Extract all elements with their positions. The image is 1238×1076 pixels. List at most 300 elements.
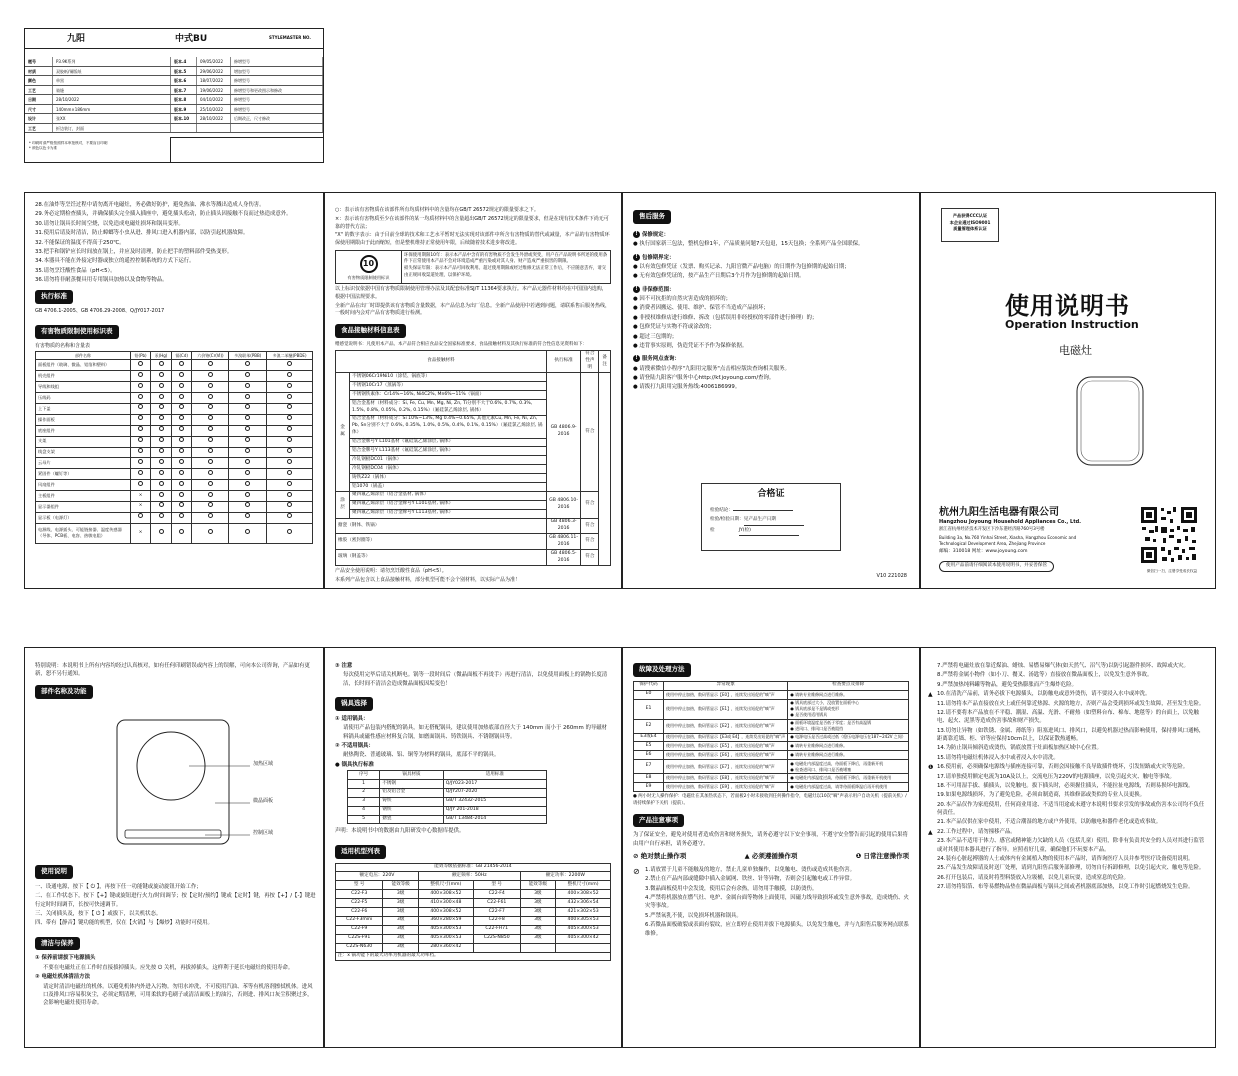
circle-icon (179, 492, 184, 497)
haz-part: 主板组件 (36, 491, 131, 502)
safety-item: 19.如果电源线损坏，为了避免危险，必须由制造商，其维修部或类似的专业人员更换。 (937, 792, 1146, 799)
info-icon: ! (633, 254, 640, 261)
usage-item: 一、设通电源，按下【 ⏻ 】，再按下任一功能键或旋动旋钮开始工作； (35, 883, 202, 890)
page-safety-1 (24, 192, 324, 589)
company-name-en: Hangzhou Joyoung Household Appliances Co., Ltd. (939, 519, 1082, 525)
circle-icon (179, 394, 184, 399)
safety-item: 6.若微晶面板破裂或表面有裂纹，应立即停止使用并拔下电源插头，以免发生触电，并与九阳售后服务网点联系维修。 (645, 922, 909, 937)
circle-icon (179, 448, 184, 453)
parts-heading: 部件名称及功能 (35, 685, 93, 699)
spec-cell (231, 124, 323, 133)
circle-icon (208, 437, 213, 442)
circle-icon (287, 492, 292, 497)
circle-icon (159, 492, 164, 497)
safety-item: 34.本器具不能在外接定时器或独立的遥控控制系统的方式下运行。 (35, 258, 195, 265)
safety-item: 28.在油炸等烹饪过程中请勿离开电磁灶，务必做好防护，避免热油、沸水等溅出造成人身伤害。 (35, 202, 265, 208)
safety-list (645, 866, 909, 939)
safety-item: ❶ 16.使用前，必须确保电源线与插座连接可靠，否则会因接触不良导致插件烧坏，引发短路或火灾等危险。 (928, 764, 1189, 772)
circle-icon (208, 383, 213, 388)
safety-item: 14.为防止锅具倾斜造成烫伤，锅底放置于灶面板加热区域中心位置。 (937, 745, 1102, 752)
page-cookware: ③ 注意 每次使用完毕后请关机断电。锅等一段时间后（微晶面板不再烫手）再进行清洁，以免使用面板上的锅物长度清洁，长时间不清洁会造成微晶面板因垢变色！ 锅具选择 ① 适用锅具： 请使用产品包装内搭配的锅具，如无搭配锅具，建议使用加热底部直径大于 140mm 而小于 260mm 的导磁材料锅具或磁性感应材料复合锅，如磨面锅具、铸铁锅具、不锈钢锅具等。 ② 不适用锅具： 耐热陶瓷、普通玻璃、铝、铜等为材料的锅具，底部不平的锅具。 ● 锅具执行标准 序号 锅具材质 适用标准 1 不锈钢 Q/JY023-2017 2 铝及铝合金 Q/JY207-2020 3 铸铁 GB/T 32432-2015 4 钢铁 Q/JY 201-2018 5 搪瓷 GB/T 13484-2014 声明：本说明书中的数据由九阳研发中心数据库提供。 适用机型列表 能效等级依据标准：GB 21456-2014 额定电压：220V 额定频率：50Hz 额定功率：2200W 型 号 能效等级 整机尺寸(mm) 型 号 能效等级 整机尺寸(mm) C22-F3 3级 400×308×52 C22-F4 3级 400×308×52 C22-F5 3级 410×300×48 C22-F61 3级 432×306×54 C22-F6 3级 400×308×52 C22-F7 3级 421×302×53 C22-F3mini 3级 360×280×59 C22-F8 3级 400×305×53 C22-F9 3级 405×300×53 C22-FH71 3级 405×300×53 C22S-F91 3级 405×300×53 C22S-N850 3级 405×300×42 C22S-N630 3级 280×360×42 注：x 锅功能下的最大功率为机器的最大功率档。 (324, 647, 622, 1048)
material-name: 铝合金基材（材料成分：Si 10%~13%, Mg 0.4%~0.65%, 其他元素Cu, Mn, Fe, Ni, Zn, Pb, Sn分别不大于 0.6%, 0.35%, 1.0%, 0.5%, 0.4%, 0.1%, 0.15%）（氟硅氯乙烯涂层, 锅体） (350, 415, 547, 438)
fault-code: E9 (634, 783, 664, 792)
haz-note: 有害物质的名称和含量表 (35, 342, 91, 349)
safety-item: 21.本产品仅供在家中使用，不适合潮湿的地方或户外使用，以防触电和器件老化或造成事故。 (937, 819, 1162, 826)
table-row: E9 使用中停止加热，数码管显示【E9】，连续发出短促的"嘀"声 ● 电磁灶内部温度过高，请等待面板降温后再开机使用 (634, 783, 909, 792)
table-row (36, 393, 313, 404)
safety-item: 35.请勿烹饪酸性食品（pH<5）。 (35, 267, 116, 274)
circle-icon (159, 459, 164, 464)
cross-icon: × (138, 492, 143, 498)
spec-cell: 29/06/2022 (197, 67, 231, 76)
table-row: E1 使用中停止加热，数码管显示【E1】，连续发出短促的"嘀"声 ● 锅具底部过大小，没放置在面板中心 ● 锅具底部是不是锅或变形 ● 是否使用适用锅具 (634, 699, 909, 719)
material-name: 冷轧钢板DC04（锅体） (350, 465, 547, 474)
circle-icon (159, 502, 164, 507)
circle-icon (179, 404, 184, 409)
circle-icon (138, 361, 143, 366)
usage-heading: 使用说明 (35, 865, 73, 879)
table-row: 搪瓷（钢体、铁锅） GB 4806.3-2016 符合 (336, 518, 611, 534)
circle-icon (159, 448, 164, 453)
safety-item: 18.不可用湿手拔、插插头，以免触电。拔下插头时，必须握住插头，不能拉扯电源线，否则易损坏电源线。 (937, 782, 1194, 789)
material-name: 不锈钢10Cr17（蒸锅等） (350, 382, 547, 391)
circle-icon (245, 470, 250, 475)
spec-cell: 140mm×186mm (53, 105, 171, 114)
circle-icon (138, 415, 143, 420)
circle-icon (208, 481, 213, 486)
circle-icon (245, 502, 250, 507)
table-row: 5 搪瓷 GB/T 13484-2014 (348, 815, 547, 824)
circle-icon (179, 415, 184, 420)
spec-row (25, 86, 323, 96)
table-row: E0 使用中停止加热，数码管显示【E0】，连续发出短促的"嘀"声 ● 请转专业维修网点进行维修。 (634, 690, 909, 699)
circle-icon (179, 426, 184, 431)
table-row: 2 铝及铝合金 Q/JY207-2020 (348, 788, 547, 797)
circle-icon (208, 459, 213, 464)
safety-intro: 为了保证安全，避免对使用者造成伤害和财务损失，请务必遵守以下安全事项，不遵守安全警告而引起的使用后果将由用户自行承担，请务必遵守。 (633, 832, 908, 847)
epd-box (335, 250, 611, 284)
clean-heading: 清洁与保养 (35, 937, 80, 951)
safety-item: ▲ 22.工作过程中，请勿撞移产品。 (928, 828, 1016, 836)
certificate: 合格证 检验结论： 检验/检验日期：见产品生产日期 检 JY(检) (701, 483, 841, 551)
list-item: ● 超过三包期的； (633, 333, 678, 340)
haz-col-header: 部件名称 (36, 352, 131, 360)
safety-list-2 (928, 662, 1205, 891)
circle-icon (287, 481, 292, 486)
safety-item: 20.本产品仅作为家庭使用，任何商业用途、不适当用途或未遵守本说明书要求引发的事故或伤害本公司均不负任何责任。 (937, 801, 1205, 816)
safety-item: 24.装有心脏起搏器的人士或体内有金属植入物的使用本产品时，请咨询医疗人员并参考医疗设备使用说明。 (937, 855, 1194, 862)
spec-cell: 工艺 (25, 86, 53, 95)
page-parts-usage: 特别说明：本说明书上所有内容均经过认真核对，如有任何印刷错误或内容上的误解，可向本公司咨询，产品如有更新，恕不另行通知。 部件名称及功能 加热区域 微晶面板 控制区域 使用说明 一、设通电源，按下【 ⏻ 】，再按下任一功能键或旋动旋钮开始工作； 二、在工作状态下，按下【+】键或旋钮进行火力/时间调节；按【定时/预约】键或【定时】键，再按【+】/【-】键进行定时时间调节，长按可快速调节。 三、关闭插头及，按下【 ⏻ 】或拔下，以关机状态。 四、带有【静音】键功能的机型，仅在【火锅】与【爆炒】功能时可使用。 清洁与保养 ① 保养前请拔下电源插头 不要在电磁灶正在工作时直接拔掉插头。应先按 ⏻ 关机，再拔掉插头，这样利于延长电磁灶的使用寿命。 ② 电磁灶机体清洁方法 请定时清洁电磁灶的机体。以避免机体内外进入污物。勿用水冲洗，不可使用汽油、苯等有机溶剂擦拭机体。进风口及排风口容易积灰尘，必须定期清理，可用柔软的毛刷子或清洁面板上的油污，否则进、排风口灰尘积聚过多，会影响电磁灶使用寿命。 (24, 647, 324, 1048)
spec-cell (171, 124, 197, 133)
material-name: 聚四氟乙烯涂层（铝合金基材, 锅体） (350, 491, 547, 500)
circle-icon (245, 448, 250, 453)
spec-row (25, 76, 323, 86)
circle-icon (208, 394, 213, 399)
spec-cell: 双胶纸/铜版纸 (53, 67, 171, 76)
table-row: C22-F3mini 3级 360×280×59 C22-F8 3级 400×305×53 (336, 916, 611, 925)
haz-col-header: 汞(Hg) (151, 352, 172, 360)
usage-item: 三、关闭插头及，按下【 ⏻ 】或拔下，以关机状态。 (35, 910, 162, 917)
circle-icon (208, 492, 213, 497)
material-name: 铸铁Z22（锅体） (350, 474, 547, 483)
prohibit-icon: ⊘ (633, 852, 641, 861)
fault-code: E6 (634, 751, 664, 760)
table-row: E7 使用中停止加热，数码管显示【E7】，连续发出短促的"嘀"声 ● 电磁灶内部温度过高，待面板下降后，再重新开机 ● 检查进风口、排风口是否被堵塞 (634, 760, 909, 774)
circle-icon (208, 415, 213, 420)
table-row: C22S-F91 3级 405×300×53 C22S-N850 3级 405×300×42 (336, 934, 611, 943)
table-row: E5 使用中停止加热，数码管显示【E5】，连续发出短促的"嘀"声 ● 请转专业维修网点进行维修。 (634, 742, 909, 751)
table-row (36, 371, 313, 382)
company-address-en: Building 3a, No.760 Yinhai Street, Xiasha, Hangzhou Economic and Technological Development Area, Zhejiang Province (939, 535, 1077, 546)
info-icon: ! (633, 231, 640, 238)
circle-icon (159, 437, 164, 442)
circle-icon (287, 448, 292, 453)
food-foot-1: 产品安全使用说明：请勿烹饪酸性食品（pH<5）。 (335, 567, 447, 574)
material-name: 铝合金基材（材料成分：Si, Fe, Cu, Mn, Mg, Ni, Zn, Ti分别不大于0.6%, 0.7%, 0.3%, 1.5%, 0.8%, 0.05%, 0.2%, 0.15%）（氟硅氯乙烯涂层, 锅体） (350, 400, 547, 416)
material-name: 聚四氟乙烯涂层（铝合金牌号Y L113基材, 锅体） (350, 509, 547, 518)
circle-icon (287, 372, 292, 377)
fault-code: E8 (634, 774, 664, 783)
haz-part: 线盘支架 (36, 447, 131, 458)
material-name: 不锈钢06Cr19Ni10（涂装、锅底等） (350, 373, 547, 382)
fault-code: E1 (634, 699, 664, 719)
table-row (36, 403, 313, 414)
circle-icon (287, 529, 292, 534)
table-row: 1 不锈钢 Q/JY023-2017 (348, 780, 547, 789)
spec-cell: 骑缝 (53, 86, 171, 95)
parts-diagram (115, 718, 305, 848)
fault-code: E0 (634, 690, 664, 699)
circle-icon (287, 426, 292, 431)
caution-icon: ❶ (928, 764, 934, 772)
table-row: C22S-N630 3级 280×360×42 (336, 943, 611, 952)
manual-title-en: Operation Instruction (1005, 318, 1139, 331)
table-row: C22-F9 3级 405×300×53 C22-FH71 3级 405×300×53 (336, 925, 611, 934)
material-name: 冷轧钢板DC01（锅体） (350, 456, 547, 465)
cross-icon: × (138, 503, 143, 509)
circle-icon (159, 426, 164, 431)
spec-cell: 修增型号和更改图示和修改 (231, 86, 323, 95)
safety-item: 23.本产品不适用于体力、感官或精神能力欠缺的人员（包括儿童）使用，除非有负责其安全的人员对其进行监管或对其使用本器具进行了指导。应照看好儿童，确保他们不玩耍本产品。 (937, 838, 1205, 853)
circle-icon (287, 437, 292, 442)
circle-icon (179, 372, 184, 377)
pot-heading: 锅具选择 (335, 697, 373, 711)
table-row: 4 钢铁 Q/JY 201-2018 (348, 806, 547, 815)
food-table: 食品接触材料 执行标准 符合性声明 备注 金属 不锈钢06Cr19Ni10（涂装、锅底等） GB 4806.9-2016 符合 不锈钢10Cr17（蒸锅等） 不锈钢铁素体：Cr14%~16%, Ni4C2%, Mn6%~11%（锅面） 铝合金基材（材料成分：Si, Fe, Cu, Mn, Mg, Ni, Zn, Ti分别不大于0.6%, 0.7%, 0.3%, 1.5%, 0.8%, 0.05%, 0.2%, 0.15%）（氟硅氯乙烯涂层, 锅体） 铝合金基材（材料成分：Si 10%~13%, Mg 0.4%~0.65%, 其他元素Cu, Mn, Fe, Ni, Zn, Pb, Sn分别不大于 0.6%, 0.35%, 1.0%, 0.5%, 0.4%, 0.1%, 0.15%）（氟硅氯乙烯涂层, 锅体） 铝合金牌号Y L101基材（氟硅氯乙烯涂层, 锅体） 铝合金牌号Y L113基材（氟硅氯乙烯涂层, 锅体） 冷轧钢板DC01（锅体） 冷轧钢板DC04（锅体） 铸铁Z22（锅体） 铝1070（锅盖） 涂层 聚四氟乙烯涂层（铝合金基材, 锅体） GB 4806.10-2016 符合 聚四氟乙烯涂层（铝合金牌号Y L101基材, 锅体） 聚四氟乙烯涂层（铝合金牌号Y L113基材, 锅体） 搪瓷（钢体、铁锅） GB 4806.3-2016 符合 橡胶（密封圈等） GB 4806.11-2016 符合 玻璃（钢盖等） GB 4806.5-2016 符合 (335, 350, 611, 566)
safety-item: ▲ 10.在清洗产品前，请务必拔下电源插头，以防触电或意外烫伤，请不要浸入水中或冲洗。 (928, 691, 1151, 699)
table-row: E3或E4 使用中停止加热，数码管显示【E3或 E4】，连续发出短促的"嘀"声 ● 电源电压是否过高或过低（稳压电源电压在187~242V 之间） (634, 733, 909, 742)
spec-cell: 28/10/2022 (197, 114, 231, 123)
spec-cell: 修增型号 (231, 95, 323, 104)
circle-icon (138, 448, 143, 453)
std-text: GB 4706.1-2005、GB 4706.29-2008、Q/JY017-2017 (35, 308, 165, 315)
circle-icon (138, 459, 143, 464)
circle-icon (245, 415, 250, 420)
table-row: C22-F5 3级 410×300×48 C22-F61 3级 432×306×54 (336, 899, 611, 908)
table-row (36, 501, 313, 512)
circle-icon (159, 481, 164, 486)
material-name: 聚四氟乙烯涂层（铝合金牌号Y L101基材, 锅体） (350, 500, 547, 509)
table-row (36, 458, 313, 469)
label-control-zone: 控制区域 (253, 830, 274, 836)
circle-icon (159, 529, 164, 534)
safety-item: 1.请放置于儿童不能触及的地方，禁止儿童单独操作，以免触电、烫伤或造成其他伤害。 (645, 866, 855, 873)
circle-icon (179, 437, 184, 442)
haz-part: 导线和线组 (36, 382, 131, 393)
after-sales-heading: 售后服务 (633, 210, 671, 224)
list-item: ● 请搜索微信小程序"九阳用完服务"点击相应版块查询相关服务。 (633, 365, 790, 372)
spec-cell: 04/10/2022 (197, 95, 231, 104)
spec-cell: 28/10/2022 (53, 95, 171, 104)
safety-item: 26.打开包装后，请及时将塑料袋放入垃圾桶，以免儿童玩耍，造成窒息的危险。 (937, 874, 1129, 881)
circle-icon (159, 361, 164, 366)
circle-icon (287, 513, 292, 518)
models-table: 能效等级依据标准：GB 21456-2014 额定电压：220V 额定频率：50Hz 额定功率：2200W 型 号 能效等级 整机尺寸(mm) 型 号 能效等级 整机尺寸(mm) C22-F3 3级 400×308×52 C22-F4 3级 400×308×52 C22-F5 3级 410×300×48 C22-F61 3级 432×306×54 C22-F6 3级 400×308×52 C22-F7 3级 421×302×53 C22-F3mini 3级 360×280×59 C22-F8 3级 400×305×53 C22-F9 3级 405×300×53 C22-FH71 3级 405×300×53 C22S-F91 3级 405×300×53 C22S-N850 3级 405×300×42 C22S-N630 3级 280×360×42 注：x 锅功能下的最大功率为机器的最大功率档。 (335, 863, 611, 962)
circle-icon (138, 513, 143, 518)
list-item: ● 非授权维修店进行维修、拆改（包括误用非经授权的零部件进行修理）的； (633, 314, 818, 321)
circle-icon (287, 404, 292, 409)
circle-icon (208, 426, 213, 431)
spec-brand: 九阳 (67, 34, 86, 44)
spec-cell: 修增型号 (231, 57, 323, 66)
haz-part: 底座组件 (36, 425, 131, 436)
qr-note: 微信扫一扫，注册享受成长权益 (1146, 569, 1198, 573)
company-contact: 邮编：310018 网址：www.joyoung.com (939, 549, 1028, 554)
spec-note: * 印刷时请严格按照样本审批核对，不要盲目印刷 * 颜色以色卡为准 (29, 141, 108, 151)
circle-icon (208, 502, 213, 507)
fault-table: 保护代码 异常现象 检查要点及排除 E0 使用中停止加热，数码管显示【E0】，连续发出短促的"嘀"声 ● 请转专业维修网点进行维修。 E1 使用中停止加热，数码管显示【E1】，连续发出短促的"嘀"声 ● 锅具底部过大小，没放置在面板中心 ● 锅具底部是不是锅或变形 ● 是否使用适用锅具 E2 使用中停止加热，数码管显示【E2】，连续发出短促的"嘀"声 ● 面板环境温度是否低于零度；是否有高温锅 ● 进风口、排风口是否被阻挡 E3或E4 使用中停止加热，数码管显示【E3或 E4】，连续发出短促的"嘀"声 ● 电源电压是否过高或过低（稳压电源电压在187~242V 之间） E5 使用中停止加热，数码管显示【E5】，连续发出短促的"嘀"声 ● 请转专业维修网点进行维修。 E6 使用中停止加热，数码管显示【E6】，连续发出短促的"嘀"声 ● 请转专业维修网点进行维修。 E7 使用中停止加热，数码管显示【E7】，连续发出短促的"嘀"声 ● 电磁灶内部温度过高，待面板下降后，再重新开机 ● 检查进风口、排风口是否被堵塞 E8 使用中停止加热，数码管显示【E8】，连续发出短促的"嘀"声 ● 电磁灶内部温度过高，待面板下降后，再重新开机使用 E9 使用中停止加热，数码管显示【E9】，连续发出短促的"嘀"声 ● 电磁灶内部温度过高，请等待面板降温后再开机使用 (633, 681, 909, 792)
haz-part: 显示板（电源灯） (36, 512, 131, 523)
haz-heading: 有害物质限制使用标识表 (35, 325, 119, 339)
warranty-text: ● 执行国家新三包法，整机包修1年，产品质量问题7天包退，15天包换；全系列产品全国联保。 (633, 241, 864, 248)
circle-icon (179, 529, 184, 534)
spec-cell: 颜色 (25, 76, 53, 85)
fault-note: ● 两小时无人操作保护：电磁灶在其加热状态下，若面板2小时未接收到任何操作指令，电磁灶以10次"嘀"声表示用户自动关机（提前关机）/ 请持续保护下关机（提前）。 (633, 793, 907, 806)
safety-item: 27.请勿将铝箔、布等易燃物品垫在微晶面板与锅具之间或者机器底部加热，以免工作时引起燃烧发生危险。 (937, 884, 1194, 890)
circle-icon (245, 529, 250, 534)
safety-item: 4.严禁将机器放在燃气灶、电炉、金属台面等物体上面使用，因磁力线导致损坏或发生意外事故，造成烧伤、火灾等事故。 (645, 895, 909, 910)
non-warranty-list (633, 295, 909, 350)
circle-icon (208, 404, 213, 409)
table-row: E6 使用中停止加热，数码管显示【E6】，连续发出短促的"嘀"声 ● 请转专业维修网点进行维修。 (634, 751, 909, 760)
spec-row (25, 114, 323, 124)
circle-icon (138, 383, 143, 388)
company-address: 浙江省杭州经济技术开发区下沙东港经济路760号3号楼 (939, 527, 1045, 532)
models-heading: 适用机型列表 (335, 845, 386, 859)
page-food-material (324, 192, 622, 589)
table-row (36, 469, 313, 480)
epd-label: 有害物质限制使用标识 (347, 274, 390, 280)
circle-icon (287, 415, 292, 420)
list-item: ● 违背事实原则，伪造凭证不予作为保修依据。 (633, 342, 748, 349)
spec-cell: 修增型号 (231, 105, 323, 114)
table-row (36, 436, 313, 447)
circle-icon (245, 361, 250, 366)
pot-standard-table: 序号 锅具材质 适用标准 1 不锈钢 Q/JY023-2017 2 铝及铝合金 Q/JY207-2020 3 铸铁 GB/T 32432-2015 4 钢铁 Q/JY 201-2018 5 搪瓷 GB/T 13484-2014 (347, 770, 547, 824)
safety-item: 7.严禁将电磁灶放在靠近煤油、蜡烛、易燃易爆气体(如天然气、沼气等)以防引起器件损坏、故障或火灾。 (937, 663, 1189, 669)
table-row: 涂层 聚四氟乙烯涂层（铝合金基材, 锅体） GB 4806.10-2016 符合 (336, 491, 611, 500)
haz-col-header: 镉(Cd) (171, 352, 192, 360)
haz-part: 云母片 (36, 458, 131, 469)
spec-cell: 折边装订，封面 (53, 124, 171, 133)
spec-cell: 尺寸 (25, 105, 53, 114)
table-row: C22-F3 3级 400×308×52 C22-F4 3级 400×308×52 (336, 890, 611, 899)
haz-part: 机壳组件 (36, 371, 131, 382)
circle-icon (179, 502, 184, 507)
spec-cell: 18/07/2022 (197, 76, 231, 85)
material-name: 铝合金牌号Y L113基材（氟硅氯乙烯涂层, 锅体） (350, 447, 547, 456)
warning-triangle-icon: ▲ (928, 691, 933, 699)
table-row: C22-F6 3级 400×308×52 C22-F7 3级 421×302×53 (336, 908, 611, 917)
table-row (36, 447, 313, 458)
table-row: E8 使用中停止加热，数码管显示【E8】，连续发出短促的"嘀"声 ● 电磁灶内部温度过高，待面板下降后，再重新开机使用 (634, 774, 909, 783)
circle-icon (245, 459, 250, 464)
list-item: ● 包修凭证与实物不符或涂改的； (633, 324, 715, 331)
fault-code: E7 (634, 760, 664, 774)
circle-icon (179, 459, 184, 464)
spec-cell: 版本.10 (171, 114, 197, 123)
spec-cell: 版本.6 (171, 76, 197, 85)
circle-icon (179, 383, 184, 388)
service-list (633, 365, 909, 392)
spec-cell: 09/05/2022 (197, 57, 231, 66)
haz-part: 紧固件（螺钉等） (36, 469, 131, 480)
hazard-note-1: ○：表示该有害物质在该部件所有均质材料中的含量均在GB/T 26572规定的限量要求之下。 (335, 207, 539, 213)
circle-icon (245, 437, 250, 442)
table-row (36, 360, 313, 371)
circle-icon (245, 394, 250, 399)
spec-code: STYLEMASTER NO. (269, 35, 311, 40)
info-icon: ! (633, 355, 640, 362)
manual-title: 使用说明书 (1005, 292, 1130, 320)
page-after-sales: 售后服务 ! 保修规定： ● 执行国家新三包法，整机包修1年，产品质量问题7天包退，15天包换；全系列产品全国联保。 ! 包修期界定： ● 以有效包修凭证（发票、购买记录、九阳官微产品电脑）的日期作为包修期的起始日期； ● 无有效包修凭证的，按产品生产日期后3个月作为包修期的起始日期。 ! 非保修范围： ● 因不可抗拒的自然灾害造成的损坏的； ● 消费者因搬运、使用、维护、保管不当造成产品损坏； ● 非授权维修店进行维修、拆改（包括误用非经授权的零部件进行修理）的； ● 包修凭证与实物不符或涂改的； ● 超过三包期的； ● 违背事实原则，伪造凭证不予作为保修依据。 ! 服务网点查询： ● 请搜索微信小程序"九阳用完服务"点击相应版块查询相关服务。 ● 请登陆九阳客户服务中心http://kf.joyoung.com/查询。 ● 请拨打九阳用完服务热线:4006186999。 合格证 检验结论： 检验/检验日期：见产品生产日期 检 JY(检) V10 221028 (622, 192, 920, 589)
circle-icon (287, 383, 292, 388)
spec-cell: 19/06/2022 (197, 86, 231, 95)
cooker-illustration (1071, 371, 1151, 471)
table-row (36, 480, 313, 491)
list-item: ● 因不可抗拒的自然灾害造成的损坏的； (633, 296, 732, 302)
circle-icon (245, 426, 250, 431)
table-row (36, 414, 313, 425)
usage-item: 二、在工作状态下，按下【+】键或旋钮进行火力/时间调节；按【定时/预约】键或【定时】键，再按【+】/【-】键进行定时时间调节，长按可快速调节。 (35, 893, 316, 908)
spec-cell (197, 124, 231, 133)
epd-text: 环保使用期限10年：表示本产品中含有的有害物质不会发生外泄或突变，用户在产品说明书所述的使用条件下正常使用本产品不会对环境造成严重污染或对其人身、财产造成严重损害的期限。 损失保证年限：表示本产品可回收利用。超过使用期限或经过维修无法正常工作后，不应随意丢弃，请交由正规回收渠道处理，以保护环境。 (404, 252, 608, 278)
material-name: 不锈钢铁素体：Cr14%~16%, Ni4C2%, Mn6%~11%（锅面） (350, 391, 547, 400)
circle-icon (138, 372, 143, 377)
spec-cell: 题号 (25, 57, 53, 66)
circle-icon (138, 394, 143, 399)
safety-item: 17.请单独使用额定电流为10A及以上，交流电压为220V的电源插座，以免引起火灾、触电等事故。 (937, 773, 1175, 780)
circle-icon (245, 481, 250, 486)
haz-part: 电源线、电源插头、可能链接器、温度传感器（导体、PCB板、电容、热敏电阻） (36, 523, 131, 543)
circle-icon (287, 361, 292, 366)
hazard-note-3: "X" 的数字表示：由于目前全球的技术和工艺水平暂时无法实现对该部件中所含有害物质的替代或减量，本产品的有害物质环保使用期限由于此而缩短，但是整机维持正常使用年限，后续随着技术进步将改进。 (335, 232, 610, 246)
qr-code-icon[interactable] (1139, 505, 1199, 565)
safety-item: 31.使用后请及时清洁，防止蟑螂等小虫从进、排风口进入机器内部，以防引起机器故障。 (35, 230, 249, 237)
table-row: 3 铸铁 GB/T 32432-2015 (348, 797, 547, 806)
table-row (36, 425, 313, 436)
table-row: 玻璃（钢盖等） GB 4806.5-2016 符合 (336, 550, 611, 566)
circle-icon (179, 513, 184, 518)
circle-icon (179, 361, 184, 366)
version: V10 221028 (876, 572, 907, 579)
spec-cell: 张XX (53, 114, 171, 123)
spec-cell: 版本.4 (171, 57, 197, 66)
circle-icon (208, 372, 213, 377)
fault-code: E2 (634, 719, 664, 733)
table-row: E2 使用中停止加热，数码管显示【E2】，连续发出短促的"嘀"声 ● 面板环境温度是否低于零度；是否有高温锅 ● 进风口、排风口是否被阻挡 (634, 719, 909, 733)
circle-icon (159, 470, 164, 475)
spec-cell: 后期改正，尺寸修改 (231, 114, 323, 123)
hazard-note-2: ×：表示该有害物质至少在该部件的某一均质材料中的含量超出GB/T 26572规定的限量要求，但是在现有技术条件下尚无可靠的替代方法； (335, 215, 609, 230)
food-note: 赠感觉说明书：凡使用本产品。本产品符合相应食品安全国家标准要求，食品接触材料及其执行标准的符合性信息见资料如下： (335, 341, 587, 347)
certificate-title: 合格证 (757, 489, 785, 499)
safety-heading: 产品注意事项 (633, 814, 684, 828)
table-row: 金属 不锈钢06Cr19Ni10（涂装、锅底等） GB 4806.9-2016 符合 (336, 373, 611, 382)
circle-icon (159, 415, 164, 420)
haz-part: 压线码 (36, 393, 131, 404)
epd-icon: 10 (360, 255, 378, 273)
circle-icon (245, 492, 250, 497)
spec-row (25, 105, 323, 115)
intro-text: 特别说明：本说明书上所有内容均经过认真核对，如有任何印刷错误或内容上的误解，可向本公司咨询，产品如有更新，恕不另行通知。 (35, 663, 310, 678)
std-heading: 执行标准 (35, 290, 73, 304)
usage-list (35, 883, 317, 928)
safety-item: 8.严禁将金属小物件（如小刀、餐叉、汤匙等）直接放在微晶面板上，以免发生意外事故。 (937, 672, 1153, 679)
page-safety-2 (920, 647, 1216, 1048)
circle-icon (138, 470, 143, 475)
spec-cell: 增加型号 (231, 67, 323, 76)
spec-row (25, 57, 323, 67)
spec-cell: P3.9K系列 (53, 57, 171, 66)
list-item: ● 请登陆九阳客户服务中心http://kf.joyoung.com/查询。 (633, 375, 775, 381)
table-row (36, 382, 313, 393)
circle-icon (245, 383, 250, 388)
safety-item: 32.不能保证的温度不得高于250℃。 (35, 239, 125, 246)
warning-triangle-icon: ▲ (928, 828, 933, 836)
spec-cell: 日期 (25, 95, 53, 104)
fault-code: E5 (634, 742, 664, 751)
safety-item: 12.请不要将本产品放在不平稳、潮湿、高温、光滑、不耐热（如塑料台布、棉布、地毯等）的台面上，以免触电、起火、泥黑等造成伤害事故和财产损失。 (937, 709, 1199, 725)
circle-icon (287, 394, 292, 399)
circle-icon (287, 502, 292, 507)
circle-icon (159, 404, 164, 409)
circle-icon (245, 513, 250, 518)
haz-part: 操作面板 (36, 414, 131, 425)
spec-table (25, 57, 323, 133)
circle-icon (138, 481, 143, 486)
warning-legend: ⊘ 绝对禁止操作项 ▲ 必须遵循操作项 ❶ 日常注意操作项 (633, 852, 909, 861)
haz-part: 显示器组件 (36, 501, 131, 512)
circle-icon (138, 404, 143, 409)
haz-col-header: 铅(Pb) (131, 352, 151, 360)
haz-col-header: 六价铬(Cr(Ⅵ)) (192, 352, 229, 360)
safety-item: 25.产品发生故障请及时送厂处理，请到九阳售后服务部修理，切勿自行拆卸修理，以免引起火灾、触电等危险。 (937, 865, 1205, 872)
spec-cell: 修增型号 (231, 76, 323, 85)
spec-cell: 版本.9 (171, 105, 197, 114)
spec-row (25, 67, 323, 77)
circle-icon (179, 481, 184, 486)
table-row: 橡胶（密封圈等） GB 4806.11-2016 符合 (336, 534, 611, 550)
spec-row (25, 124, 323, 134)
safety-item: 36.请勿将非耐蒸餐具用专用锅具加热以及食物等物品。 (35, 277, 168, 283)
food-heading: 食品接触材料信息表 (335, 324, 406, 338)
caution-icon: ❶ (855, 852, 864, 861)
warning-triangle-icon: ▲ (744, 852, 752, 861)
prohibit-icon: ⊘ (633, 866, 640, 876)
haz-col-header: 多溴联苯(PBB) (229, 352, 267, 360)
